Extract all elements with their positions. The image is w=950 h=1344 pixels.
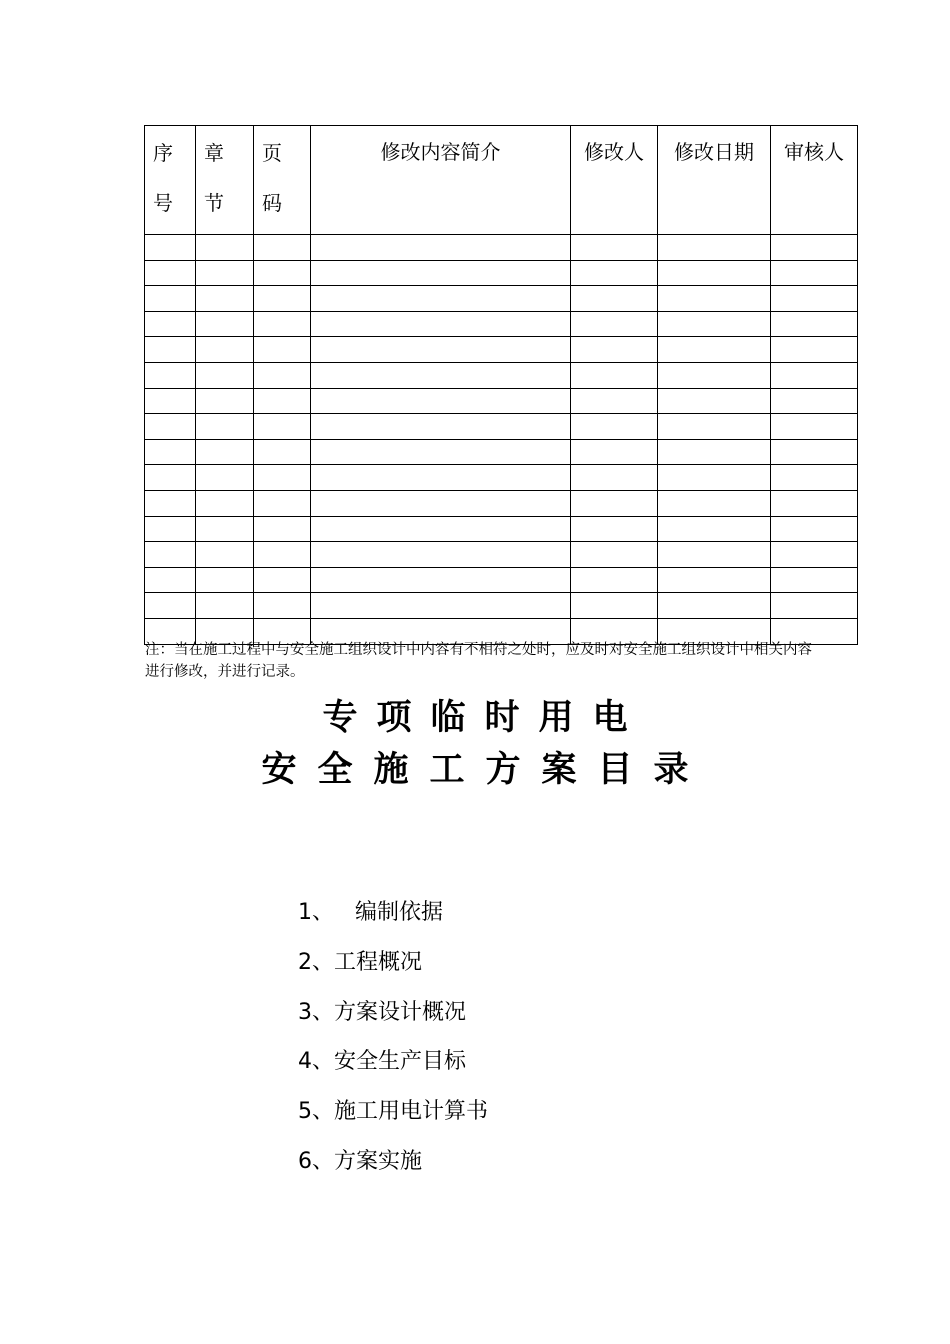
table-cell[interactable]	[571, 286, 658, 312]
table-cell[interactable]	[571, 490, 658, 516]
table-row	[145, 542, 858, 568]
table-cell[interactable]	[658, 439, 771, 465]
table-cell[interactable]	[145, 567, 196, 593]
table-cell[interactable]	[311, 235, 571, 261]
toc-gap	[334, 900, 355, 925]
table-row	[145, 465, 858, 491]
table-cell[interactable]	[571, 362, 658, 388]
toc-item[interactable]	[298, 1144, 488, 1194]
table-cell[interactable]	[571, 388, 658, 414]
table-cell[interactable]	[145, 516, 196, 542]
table-cell[interactable]	[571, 235, 658, 261]
table-row	[145, 414, 858, 440]
header-reviewer	[771, 126, 858, 235]
header-serial-number-line1: 序	[153, 141, 173, 165]
table-cell[interactable]	[254, 414, 311, 440]
header-revision-date	[658, 126, 771, 235]
table-cell[interactable]	[658, 593, 771, 619]
toc-number: 6、	[298, 1148, 334, 1174]
table-cell[interactable]	[571, 593, 658, 619]
header-chapter	[196, 126, 254, 235]
table-cell[interactable]	[658, 286, 771, 312]
table-cell[interactable]	[145, 439, 196, 465]
table-row	[145, 567, 858, 593]
table-cell[interactable]	[311, 362, 571, 388]
table-note: 注：当在施工过程中与安全施工组织设计中内容有不相符之处时，应及时对安全施工组织设计中相关内容进行修改，并进行记录。	[145, 642, 812, 680]
toc-number: 1、	[298, 900, 334, 925]
document-title-line2: 安全施工方案目录	[261, 749, 710, 790]
table-cell[interactable]	[145, 388, 196, 414]
header-serial-number-line2: 号	[153, 191, 173, 215]
header-page	[254, 126, 311, 235]
toc-label: 方案设计概况	[334, 999, 467, 1025]
table-cell[interactable]	[196, 286, 254, 312]
table-cell[interactable]	[196, 388, 254, 414]
table-cell[interactable]	[196, 414, 254, 440]
table-cell[interactable]	[771, 362, 858, 388]
table-cell[interactable]	[311, 542, 571, 568]
table-cell[interactable]	[658, 414, 771, 440]
toc-item[interactable]	[298, 945, 488, 995]
table-cell[interactable]	[311, 516, 571, 542]
table-cell[interactable]	[145, 337, 196, 363]
table-cell[interactable]	[196, 542, 254, 568]
table-cell[interactable]	[658, 388, 771, 414]
table-of-contents	[298, 895, 488, 1194]
table-cell[interactable]	[771, 465, 858, 491]
table-cell[interactable]	[571, 465, 658, 491]
table-cell[interactable]	[771, 593, 858, 619]
table-cell[interactable]	[145, 542, 196, 568]
table-cell[interactable]	[658, 235, 771, 261]
header-serial-number	[145, 126, 196, 235]
toc-label: 方案实施	[334, 1148, 423, 1174]
table-cell[interactable]	[771, 260, 858, 286]
table-cell[interactable]	[145, 260, 196, 286]
table-cell[interactable]	[571, 567, 658, 593]
table-cell[interactable]	[771, 490, 858, 516]
toc-number: 5、	[298, 1099, 334, 1125]
table-cell[interactable]	[311, 593, 571, 619]
header-chapter-line2: 节	[204, 191, 224, 215]
table-row	[145, 593, 858, 619]
table-cell[interactable]	[254, 567, 311, 593]
table-cell[interactable]	[254, 388, 311, 414]
table-cell[interactable]	[771, 388, 858, 414]
table-cell[interactable]	[311, 260, 571, 286]
table-cell[interactable]	[311, 439, 571, 465]
table-cell[interactable]	[145, 362, 196, 388]
revision-record-table	[144, 125, 858, 645]
table-cell[interactable]	[771, 414, 858, 440]
table-cell[interactable]	[254, 362, 311, 388]
table-cell[interactable]	[254, 465, 311, 491]
header-page-line1: 页	[262, 141, 282, 165]
table-cell[interactable]	[771, 311, 858, 337]
header-reviewer-text: 审核人	[784, 140, 844, 164]
toc-number: 3、	[298, 999, 334, 1025]
table-cell[interactable]	[658, 311, 771, 337]
table-cell[interactable]	[658, 260, 771, 286]
table-cell[interactable]	[771, 542, 858, 568]
table-row	[145, 362, 858, 388]
table-cell[interactable]	[145, 465, 196, 491]
table-row	[145, 235, 858, 261]
table-cell[interactable]	[145, 414, 196, 440]
table-cell[interactable]	[658, 542, 771, 568]
table-cell[interactable]	[658, 465, 771, 491]
table-cell[interactable]	[145, 286, 196, 312]
table-cell[interactable]	[658, 337, 771, 363]
table-cell[interactable]	[311, 567, 571, 593]
table-cell[interactable]	[196, 337, 254, 363]
table-cell[interactable]	[571, 414, 658, 440]
table-cell[interactable]	[771, 439, 858, 465]
table-cell[interactable]	[254, 516, 311, 542]
table-cell[interactable]	[771, 516, 858, 542]
table-cell[interactable]	[196, 362, 254, 388]
table-cell[interactable]	[196, 567, 254, 593]
table-cell[interactable]	[311, 286, 571, 312]
table-row	[145, 286, 858, 312]
table-cell[interactable]	[658, 516, 771, 542]
toc-label: 编制依据	[354, 900, 443, 925]
table-cell[interactable]	[254, 490, 311, 516]
table-cell[interactable]	[145, 235, 196, 261]
table-row	[145, 311, 858, 337]
toc-item[interactable]	[298, 895, 488, 945]
document-title-line1: 专项临时用电	[322, 697, 647, 738]
table-cell[interactable]	[196, 439, 254, 465]
table-cell[interactable]	[571, 260, 658, 286]
table-row	[145, 439, 858, 465]
table-cell[interactable]	[658, 490, 771, 516]
table-cell[interactable]	[196, 465, 254, 491]
table-cell[interactable]	[254, 311, 311, 337]
table-cell[interactable]	[196, 593, 254, 619]
table-cell[interactable]	[311, 465, 571, 491]
header-revision-date-text: 修改日期	[674, 140, 754, 164]
toc-item[interactable]	[298, 995, 488, 1045]
table-cell[interactable]	[254, 439, 311, 465]
header-revision-summary-text: 修改内容简介	[380, 140, 501, 164]
header-chapter-line1: 章	[204, 141, 224, 165]
table-row	[145, 490, 858, 516]
table-cell[interactable]	[771, 286, 858, 312]
table-cell[interactable]	[196, 490, 254, 516]
table-header-row	[145, 126, 858, 235]
table-cell[interactable]	[571, 337, 658, 363]
table-cell[interactable]	[658, 362, 771, 388]
table-cell[interactable]	[771, 337, 858, 363]
table-cell[interactable]	[254, 235, 311, 261]
table-cell[interactable]	[571, 439, 658, 465]
table-row	[145, 337, 858, 363]
toc-label: 施工用电计算书	[334, 1099, 489, 1125]
table-cell[interactable]	[196, 260, 254, 286]
table-cell[interactable]	[311, 337, 571, 363]
toc-item[interactable]	[298, 1094, 488, 1144]
table-cell[interactable]	[311, 311, 571, 337]
table-row	[145, 260, 858, 286]
table-cell[interactable]	[311, 388, 571, 414]
table-row	[145, 516, 858, 542]
table-cell[interactable]	[571, 311, 658, 337]
table-cell[interactable]	[311, 490, 571, 516]
table-cell[interactable]	[254, 337, 311, 363]
header-revision-summary	[311, 126, 571, 235]
toc-label: 工程概况	[334, 949, 423, 975]
table-cell[interactable]	[145, 593, 196, 619]
table-cell[interactable]	[145, 490, 196, 516]
toc-number: 2、	[298, 949, 334, 975]
table-cell[interactable]	[254, 286, 311, 312]
table-cell[interactable]	[771, 235, 858, 261]
header-reviser-text: 修改人	[584, 140, 644, 164]
table-cell[interactable]	[254, 542, 311, 568]
table-cell[interactable]	[311, 414, 571, 440]
table-cell[interactable]	[571, 542, 658, 568]
toc-item[interactable]	[298, 1044, 488, 1094]
toc-number: 4、	[298, 1049, 334, 1075]
table-cell[interactable]	[254, 260, 311, 286]
table-cell[interactable]	[196, 235, 254, 261]
table-row	[145, 388, 858, 414]
table-cell[interactable]	[771, 567, 858, 593]
toc-label: 安全生产目标	[334, 1049, 467, 1075]
header-page-line2: 码	[262, 191, 282, 215]
table-cell[interactable]	[254, 593, 311, 619]
header-reviser	[571, 126, 658, 235]
table-cell[interactable]	[658, 567, 771, 593]
table-cell[interactable]	[145, 311, 196, 337]
table-cell[interactable]	[196, 516, 254, 542]
table-cell[interactable]	[196, 311, 254, 337]
table-body	[145, 235, 858, 645]
table-cell[interactable]	[571, 516, 658, 542]
